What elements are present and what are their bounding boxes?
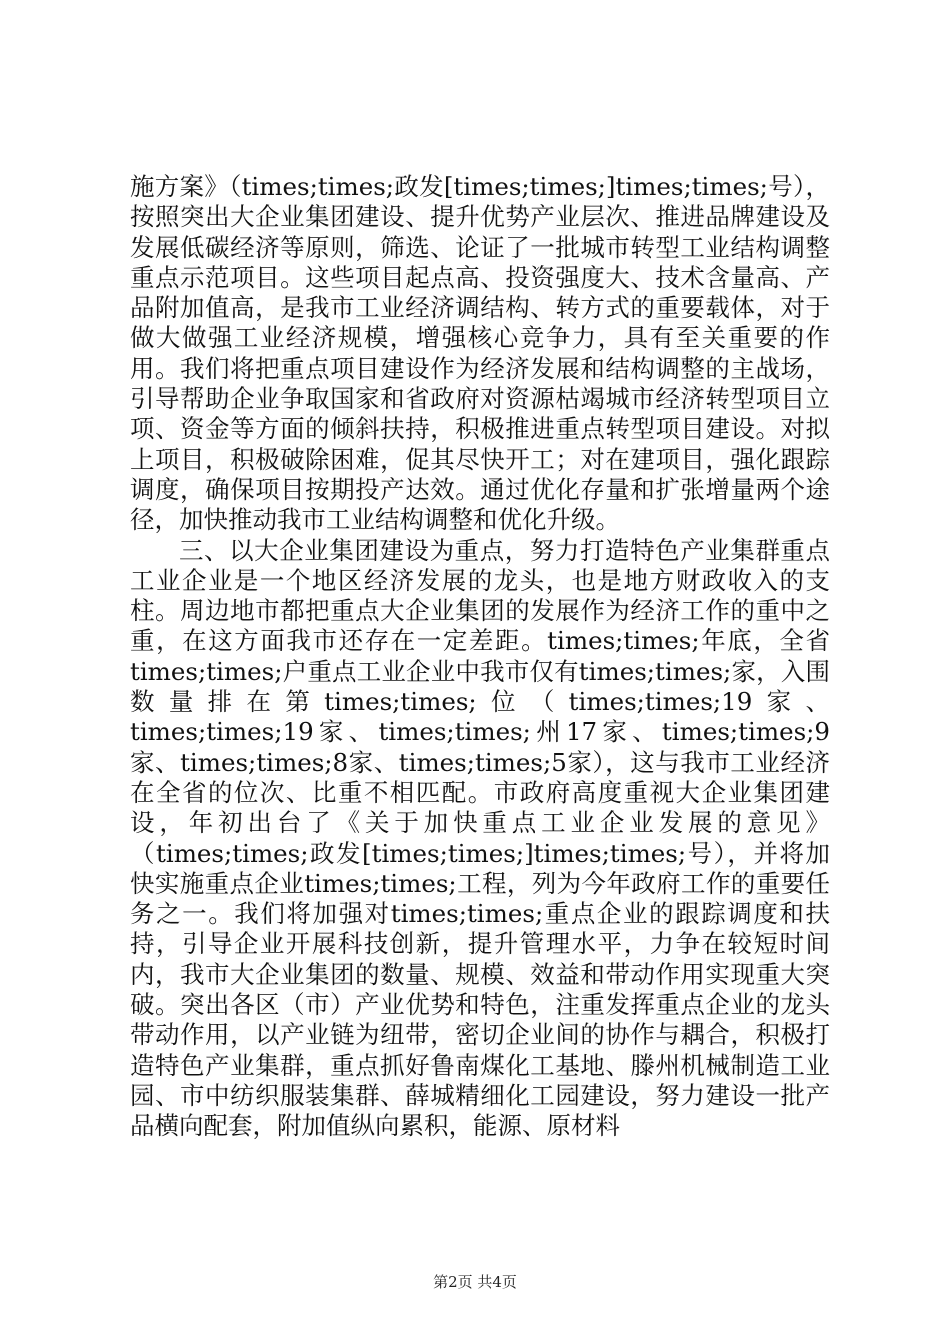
- paragraph-1: 施方案》（times;times;政发[times;times;]times;times;号），按照突出大企业集团建设、提升优势产业层次、推进品牌建设及发展低碳经济等原则，筛选、论证了一批城市转型工业结构调整重点示范项目。这些项目起点高、投资强度大、技术含量高、产品附加值高，是我市工业经济调结构、转方式的重要载体，对于做大做强工业经济规模，增强核心竞争力，具有至关重要的作用。我们将把重点项目建设作为经济发展和结构调整的主战场，引导帮助企业争取国家和省政府对资源枯竭城市经济转型项目立项、资金等方面的倾斜扶持，积极推进重点转型项目建设。对拟上项目，积极破除困难，促其尽快开工；对在建项目，强化跟踪调度，确保项目按期投产达效。通过优化存量和扩张增量两个途径，加快推动我市工业结构调整和优化升级。: [130, 172, 830, 535]
- page-number-footer: 第2页 共4页: [433, 1273, 517, 1291]
- document-body: [130, 172, 830, 1142]
- paragraph-2: 三、以大企业集团建设为重点，努力打造特色产业集群重点工业企业是一个地区经济发展的龙头，也是地方财政收入的支柱。周边地市都把重点大企业集团的发展作为经济工作的重中之重，在这方面我市还存在一定差距。times;times;年底，全省times;times;户重点工业企业中我市仅有times;times;家，入围数量排在第times;times;位（times;times;19家、times;times;19家、times;times;州17家、times;times;9家、times;times;8家、times;times;5家），这与我市工业经济在全省的位次、比重不相匹配。市政府高度重视大企业集团建设，年初出台了《关于加快重点工业企业发展的意见》（times;times;政发[times;times;]times;times;号），并将加快实施重点企业times;times;工程，列为今年政府工作的重要任务之一。我们将加强对times;times;重点企业的跟踪调度和扶持，引导企业开展科技创新，提升管理水平，力争在较短时间内，我市大企业集团的数量、规模、效益和带动作用实现重大突破。突出各区（市）产业优势和特色，注重发挥重点企业的龙头带动作用，以产业链为纽带，密切企业间的协作与耦合，积极打造特色产业集群，重点抓好鲁南煤化工基地、滕州机械制造工业园、市中纺织服装集群、薛城精细化工园建设，努力建设一批产品横向配套，附加值纵向累积，能源、原材料: [130, 535, 830, 1141]
